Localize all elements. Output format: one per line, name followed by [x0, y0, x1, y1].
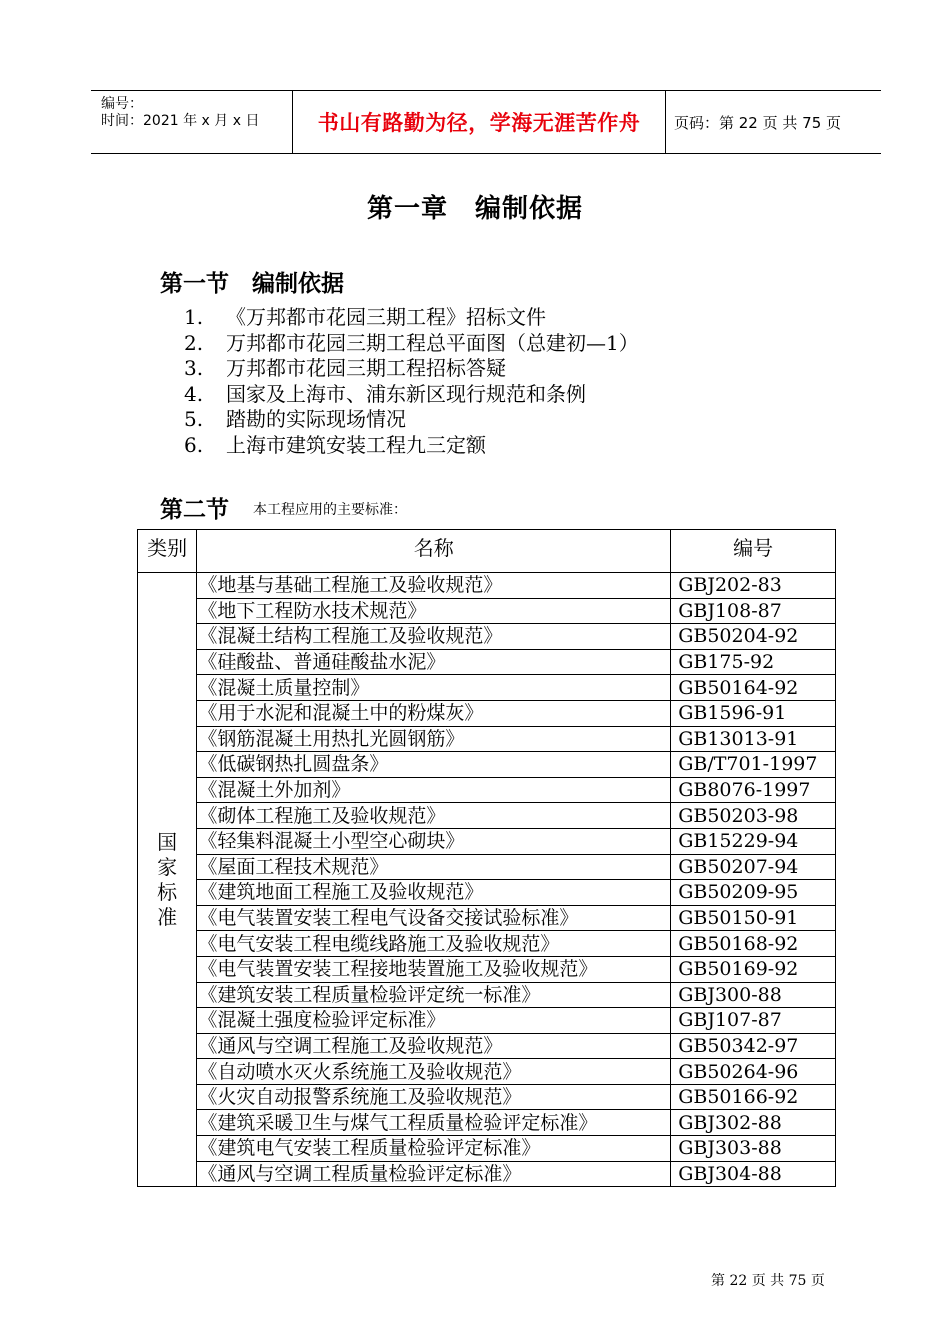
section-2-title: 第二节 [160, 497, 229, 523]
standard-name-cell: 《低碳钢热扎圆盘条》 [197, 752, 671, 778]
table-row [138, 1059, 836, 1085]
standard-name-cell: 《通风与空调工程施工及验收规范》 [197, 1033, 671, 1059]
standard-code-cell: GB8076-1997 [671, 777, 836, 803]
standard-code-cell: GB13013-91 [671, 726, 836, 752]
header-meta-cell [91, 91, 293, 153]
table-body [138, 573, 836, 1187]
list-item [184, 407, 639, 433]
list-item-text: 国家及上海市、浦东新区现行规范和条例 [226, 381, 586, 406]
table-row [138, 956, 836, 982]
document-number-label: 编号： [101, 96, 143, 112]
table-row [138, 1084, 836, 1110]
standard-name-cell: 《建筑安装工程质量检验评定统一标准》 [197, 982, 671, 1008]
list-item-number: 4. [184, 381, 204, 406]
standard-name-cell: 《地基与基础工程施工及验收规范》 [197, 573, 671, 599]
standard-code-cell: GB175-92 [671, 649, 836, 675]
table-row [138, 803, 836, 829]
table-row [138, 649, 836, 675]
standard-code-cell: GBJ202-83 [671, 573, 836, 599]
standard-name-cell: 《混凝土结构工程施工及验收规范》 [197, 624, 671, 650]
standard-name-cell: 《混凝土外加剂》 [197, 777, 671, 803]
list-item [184, 305, 639, 331]
table-header-row [138, 530, 836, 573]
standard-name-cell: 《电气装置安装工程接地装置施工及验收规范》 [197, 956, 671, 982]
table-row [138, 1161, 836, 1187]
standard-code-cell: GBJ107-87 [671, 1008, 836, 1034]
standard-code-cell: GB50207-94 [671, 854, 836, 880]
table-row [138, 700, 836, 726]
header-motto-cell [293, 91, 666, 153]
standard-name-cell: 《建筑地面工程施工及验收规范》 [197, 880, 671, 906]
list-item [184, 331, 639, 357]
table-row [138, 880, 836, 906]
standard-code-cell: GB50166-92 [671, 1084, 836, 1110]
standard-code-cell: GB15229-94 [671, 828, 836, 854]
standard-code-cell: GB50168-92 [671, 931, 836, 957]
standard-name-cell: 《火灾自动报警系统施工及验收规范》 [197, 1084, 671, 1110]
list-item-text: 《万邦都市花园三期工程》招标文件 [226, 305, 546, 329]
column-header-code: 编号 [671, 530, 836, 573]
standard-code-cell: GB50204-92 [671, 624, 836, 650]
standard-name-cell: 《通风与空调工程质量检验评定标准》 [197, 1161, 671, 1187]
table-row [138, 931, 836, 957]
standard-name-cell: 《屋面工程技术规范》 [197, 854, 671, 880]
table-row [138, 624, 836, 650]
standard-code-cell: GBJ300-88 [671, 982, 836, 1008]
standard-name-cell: 《砌体工程施工及验收规范》 [197, 803, 671, 829]
table-row [138, 675, 836, 701]
header-motto: 书山有路勤为径，学海无涯苦作舟 [317, 111, 641, 135]
section-1-title: 第一节 编制依据 [160, 271, 344, 297]
list-item-text: 万邦都市花园三期工程总平面图（总建初—1） [226, 330, 639, 355]
table-row [138, 982, 836, 1008]
standard-name-cell: 《建筑电气安装工程质量检验评定标准》 [197, 1136, 671, 1162]
list-item-number: 6. [184, 432, 204, 457]
list-item-text: 万邦都市花园三期工程招标答疑 [226, 356, 506, 380]
table-row [138, 1008, 836, 1034]
header-page-cell [666, 91, 881, 153]
standard-code-cell: GB50150-91 [671, 905, 836, 931]
standard-name-cell: 《自动喷水灭火系统施工及验收规范》 [197, 1059, 671, 1085]
section-2-heading [160, 491, 407, 524]
header-page-info: 页码：第 22 页 共 75 页 [674, 113, 842, 132]
standards-table [137, 529, 836, 1187]
standard-name-cell: 《混凝土强度检验评定标准》 [197, 1008, 671, 1034]
standard-code-cell: GBJ108-87 [671, 598, 836, 624]
category-cell: 国 家 标 准 [138, 573, 197, 1187]
standard-code-cell: GB/T701-1997 [671, 752, 836, 778]
standard-name-cell: 《硅酸盐、普通硅酸盐水泥》 [197, 649, 671, 675]
table-row [138, 777, 836, 803]
table-row [138, 726, 836, 752]
list-item [184, 382, 639, 408]
list-item [184, 356, 639, 382]
list-item-text: 踏勘的实际现场情况 [226, 407, 406, 431]
document-time-label: 时间：2021 年 x 月 x 日 [101, 113, 260, 129]
page-header [91, 90, 881, 154]
list-item-number: 1. [184, 305, 204, 329]
list-item-number: 3. [184, 356, 204, 380]
table-row [138, 1033, 836, 1059]
table-row [138, 905, 836, 931]
standard-code-cell: GB1596-91 [671, 700, 836, 726]
standard-name-cell: 《钢筋混凝土用热扎光圆钢筋》 [197, 726, 671, 752]
standard-code-cell: GB50164-92 [671, 675, 836, 701]
standard-name-cell: 《地下工程防水技术规范》 [197, 598, 671, 624]
standard-name-cell: 《电气装置安装工程电气设备交接试验标准》 [197, 905, 671, 931]
chapter-title: 第一章 编制依据 [366, 194, 583, 224]
table-row [138, 828, 836, 854]
table-row [138, 598, 836, 624]
standard-code-cell: GBJ303-88 [671, 1136, 836, 1162]
column-header-name: 名称 [197, 530, 671, 573]
section-2-note: 本工程应用的主要标准： [253, 502, 407, 518]
standard-code-cell: GBJ302-88 [671, 1110, 836, 1136]
table-row [138, 854, 836, 880]
standard-code-cell: GB50169-92 [671, 956, 836, 982]
list-item-number: 2. [184, 330, 204, 355]
standard-name-cell: 《建筑采暖卫生与煤气工程质量检验评定标准》 [197, 1110, 671, 1136]
table-row [138, 1110, 836, 1136]
column-header-category: 类别 [138, 530, 197, 573]
standard-code-cell: GB50264-96 [671, 1059, 836, 1085]
list-item-number: 5. [184, 407, 204, 431]
standard-name-cell: 《混凝土质量控制》 [197, 675, 671, 701]
standard-name-cell: 《轻集料混凝土小型空心砌块》 [197, 828, 671, 854]
table-row [138, 752, 836, 778]
standard-code-cell: GB50209-95 [671, 880, 836, 906]
table-row [138, 1136, 836, 1162]
standard-name-cell: 《电气安装工程电缆线路施工及验收规范》 [197, 931, 671, 957]
standard-code-cell: GB50342-97 [671, 1033, 836, 1059]
standard-name-cell: 《用于水泥和混凝土中的粉煤灰》 [197, 700, 671, 726]
basis-list [184, 305, 639, 458]
standard-code-cell: GBJ304-88 [671, 1161, 836, 1187]
list-item-text: 上海市建筑安装工程九三定额 [226, 432, 486, 457]
standard-code-cell: GB50203-98 [671, 803, 836, 829]
page-footer: 第 22 页 共 75 页 [711, 1273, 825, 1289]
list-item [184, 433, 639, 459]
table-row [138, 573, 836, 599]
